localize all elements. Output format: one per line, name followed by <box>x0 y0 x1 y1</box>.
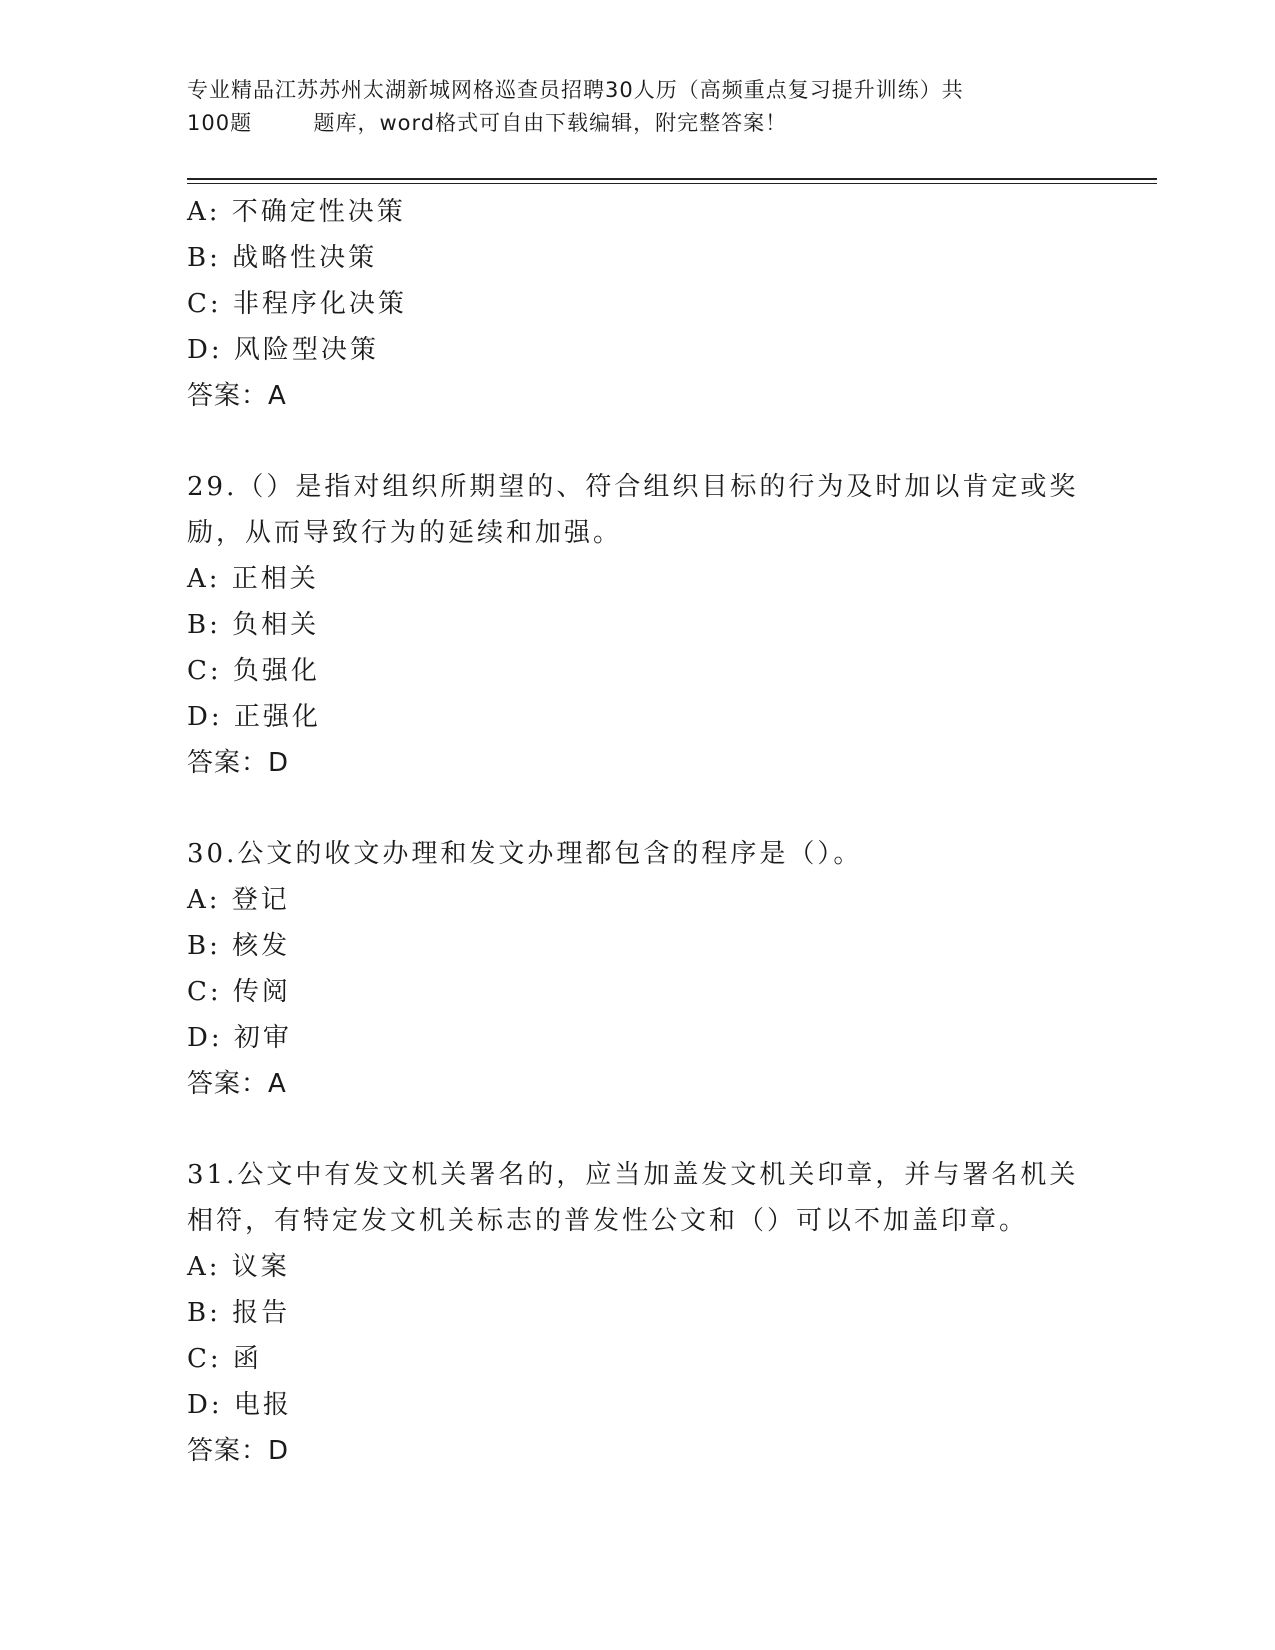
header-divider-thin <box>187 183 1157 184</box>
option-b: B: 报告 <box>187 1298 291 1328</box>
question-spacer <box>187 1107 1087 1152</box>
option-a: A: 登记 <box>187 885 290 915</box>
document-header <box>187 74 1087 140</box>
option-d: D: 电报 <box>187 1390 292 1420</box>
header-title-line-1: 专业精品江苏苏州太湖新城网格巡查员招聘30人历（高频重点复习提升训练）共 <box>187 78 964 102</box>
answer-line: 答案：A <box>187 1069 287 1099</box>
option-c: C: 负强化 <box>187 656 320 686</box>
question-spacer <box>187 419 1087 464</box>
option-b: B: 负相关 <box>187 610 320 640</box>
question-28 <box>187 189 1087 419</box>
answer-line: 答案：D <box>187 748 290 778</box>
question-text-line-1: 31.公文中有发文机关署名的，应当加盖发文机关印章，并与署名机关 <box>187 1160 1079 1190</box>
header-title-line-2: 100题 题库，word格式可自由下载编辑，附完整答案！ <box>187 111 788 135</box>
option-c: C: 非程序化决策 <box>187 289 407 319</box>
question-30 <box>187 831 1087 1107</box>
question-spacer <box>187 786 1087 831</box>
question-text-line-2: 相符，有特定发文机关标志的普发性公文和（）可以不加盖印章。 <box>187 1206 1029 1236</box>
answer-line: 答案：D <box>187 1436 290 1466</box>
question-text-line-1: 29.（）是指对组织所期望的、符合组织目标的行为及时加以肯定或奖 <box>187 472 1079 502</box>
question-text-line-2: 励，从而导致行为的延续和加强。 <box>187 518 623 548</box>
option-d: D: 正强化 <box>187 702 321 732</box>
option-a: A: 议案 <box>187 1252 290 1282</box>
option-a: A: 正相关 <box>187 564 319 594</box>
question-text-line-1: 30.公文的收文办理和发文办理都包含的程序是（）。 <box>187 839 863 869</box>
option-c: C: 传阅 <box>187 977 291 1007</box>
option-a: A: 不确定性决策 <box>187 197 406 227</box>
option-d: D: 初审 <box>187 1023 292 1053</box>
answer-line: 答案：A <box>187 381 287 411</box>
option-b: B: 战略性决策 <box>187 243 378 273</box>
option-c: C: 函 <box>187 1344 262 1374</box>
question-31 <box>187 1152 1087 1474</box>
option-d: D: 风险型决策 <box>187 335 379 365</box>
header-divider-thick <box>187 178 1157 180</box>
option-b: B: 核发 <box>187 931 291 961</box>
question-29 <box>187 464 1087 786</box>
question-list <box>187 189 1087 1474</box>
